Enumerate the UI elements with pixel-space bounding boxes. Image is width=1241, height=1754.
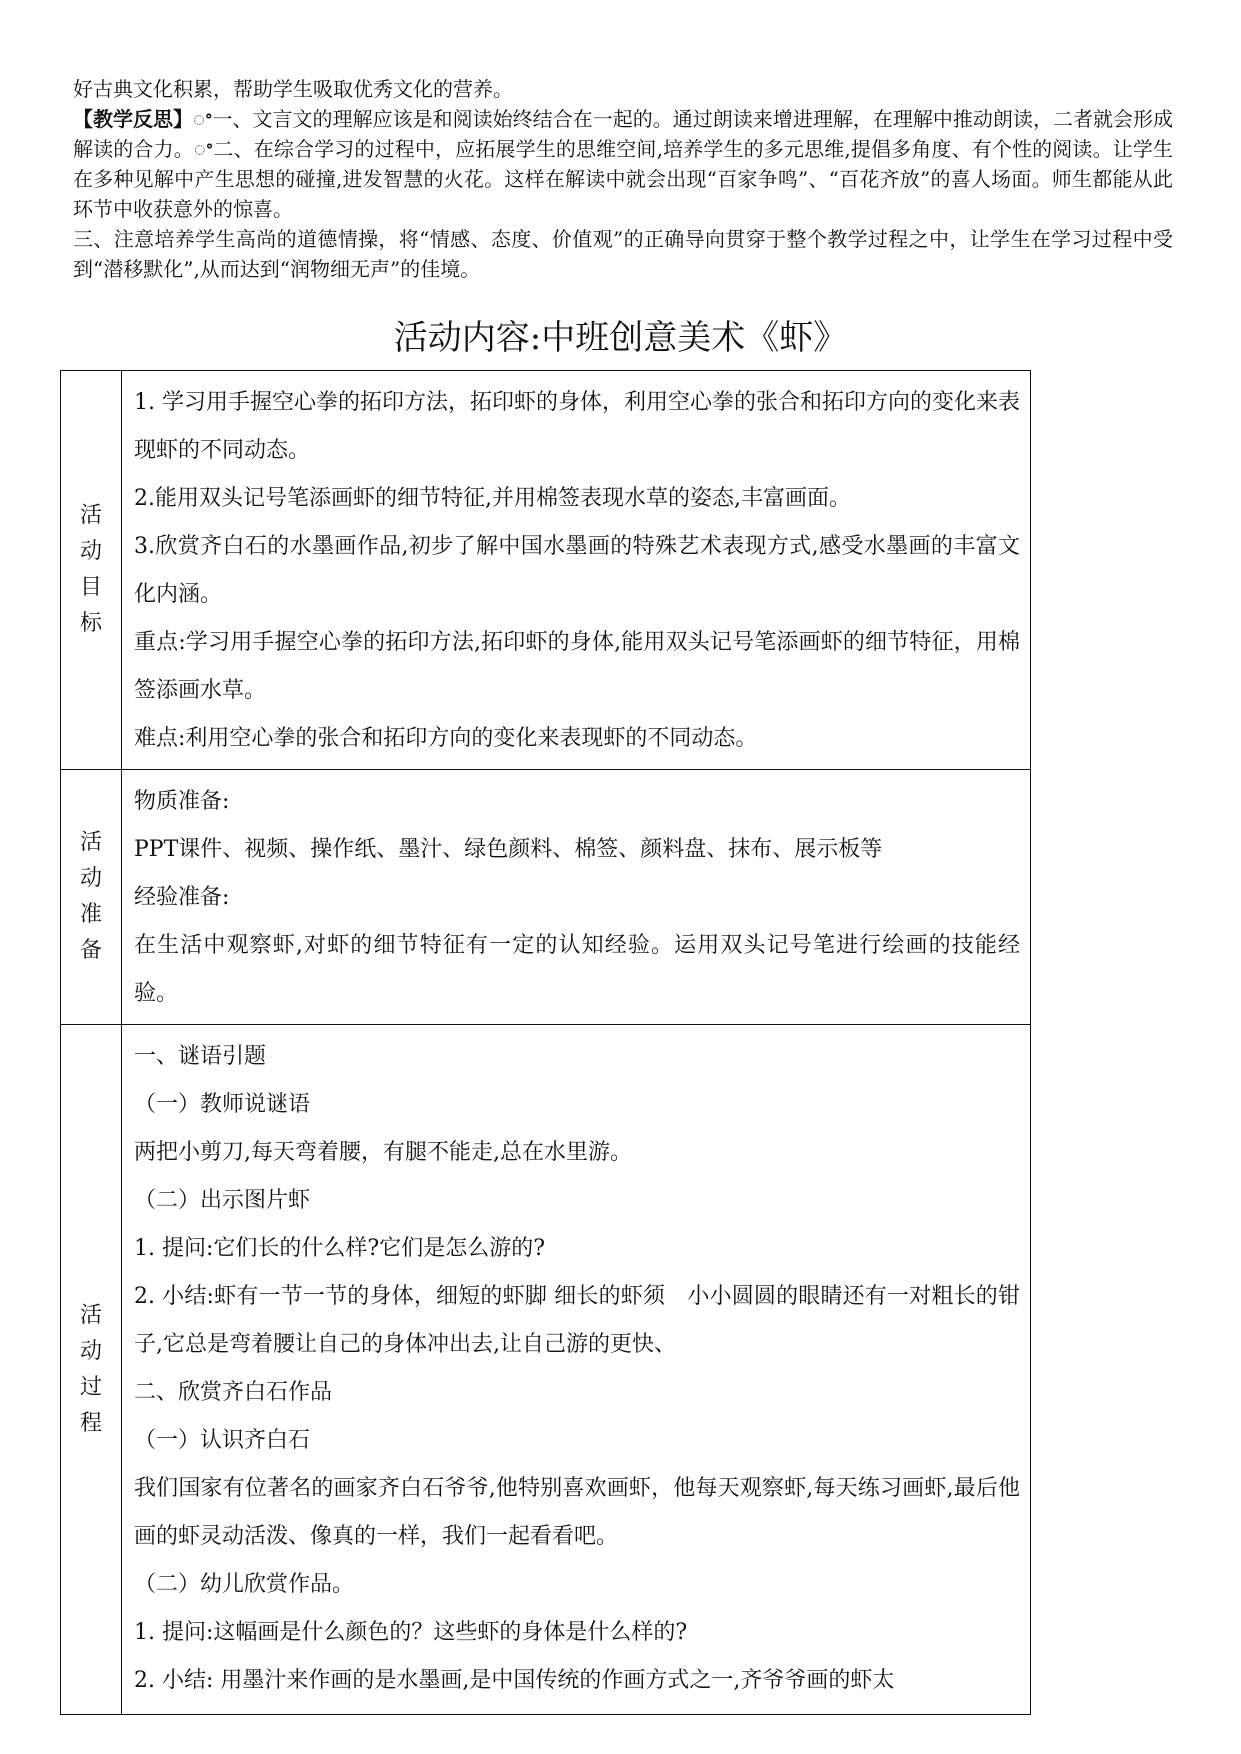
process-line-12: 2. 小结: 用墨汁来作画的是水墨画,是中国传统的作画方式之一,齐爷爷画的虾太: [134, 1668, 895, 1693]
process-line-8: （一）认识齐白石: [134, 1428, 311, 1453]
goal-line-3: 3.欣赏齐白石的水墨画作品,初步了解中国水墨画的特殊艺术表现方式,感受水墨画的丰富文化内涵。: [134, 534, 1020, 607]
process-line-7: 二、欣赏齐白石作品: [134, 1380, 333, 1405]
label-goals-cell: [61, 371, 122, 770]
goal-line-2: 2.能用双头记号笔添画虾的细节特征,并用棉签表现水草的姿态,丰富画面。: [134, 486, 851, 511]
reflection-point-3: 三、注意培养学生高尚的道德情操，将“情感、态度、价值观”的正确导向贯穿于整个教学过程之中，让学生在学习过程中受到“潜移默化”,从而达到“润物细无声”的佳境。: [73, 227, 1173, 281]
label-prep-cell: [61, 770, 122, 1025]
prep-line-1: 物质准备:: [134, 789, 230, 814]
label-process-cell: [61, 1025, 122, 1715]
process-line-10: （二）幼儿欣赏作品。: [134, 1572, 355, 1597]
reflection-heading: 【教学反思】: [73, 107, 194, 131]
label-prep: 活动准备: [79, 830, 102, 963]
prep-line-3: 经验准备:: [134, 885, 230, 910]
prep-line-4: 在生活中观察虾,对虾的细节特征有一定的认知经验。运用双头记号笔进行绘画的技能经验。: [134, 933, 1020, 1006]
page-title: 活动内容:中班创意美术《虾》: [393, 318, 848, 358]
process-line-3: 两把小剪刀,每天弯着腰，有腿不能走,总在水里游。: [134, 1140, 632, 1165]
intro-line-1: 好古典文化积累，帮助学生吸取优秀文化的营养。: [73, 77, 513, 101]
label-process: 活动过程: [79, 1302, 102, 1436]
goals-content: [122, 371, 1031, 770]
reflection-paragraph: [73, 104, 1173, 224]
row-goals: [61, 371, 1031, 770]
process-line-5: 1. 提问:它们长的什么样?它们是怎么游的?: [134, 1236, 545, 1261]
goal-key-point: 重点:学习用手握空心拳的拓印方法,拓印虾的身体,能用双头记号笔添画虾的细节特征，用棉签添画水草。: [134, 630, 1020, 703]
label-goals: 活动目标: [79, 503, 102, 636]
process-line-4: （二）出示图片虾: [134, 1188, 311, 1213]
prep-content: [122, 770, 1031, 1025]
reflection-text: ꢀ一、文言文的理解应该是和阅读始终结合在一起的。通过朗读来增进理解，在理解中推动朗读，二者就会形成解读的合力。ꢀ二、在综合学习的过程中，应拓展学生的思维空间,培养学生的多元思维,提倡多角度、有个性的阅读。让学生在多种见解中产生思想的碰撞,进发智慧的火花。这样在解读中就会出现“百家争鸣”、“百花齐放”的喜人场面。师生都能从此环节中收获意外的惊喜。: [73, 107, 1174, 221]
goal-difficulty: 难点:利用空心拳的张合和拓印方向的变化来表现虾的不同动态。: [134, 726, 758, 751]
process-line-1: 一、谜语引题: [134, 1044, 267, 1069]
intro-text: [73, 74, 1173, 284]
process-line-6: 2. 小结:虾有一节一节的身体，细短的虾脚 细长的虾须 小小圆圆的眼睛还有一对粗长的钳子,它总是弯着腰让自己的身体冲出去,让自己游的更快、: [134, 1284, 1020, 1357]
process-line-11: 1. 提问:这幅画是什么颜色的？这些虾的身体是什么样的?: [134, 1620, 688, 1645]
row-prep: [61, 770, 1031, 1025]
prep-line-2: PPT课件、视频、操作纸、墨汁、绿色颜料、棉签、颜料盘、抹布、展示板等: [134, 837, 883, 862]
process-line-2: （一）教师说谜语: [134, 1092, 311, 1117]
process-content: [122, 1025, 1031, 1715]
process-line-9: 我们国家有位著名的画家齐白石爷爷,他特别喜欢画虾，他每天观察虾,每天练习画虾,最后他画的虾灵动活泼、像真的一样，我们一起看看吧。: [134, 1476, 1020, 1549]
lesson-plan-table: [60, 370, 1031, 1715]
row-process: [61, 1025, 1031, 1715]
goal-line-1: 1. 学习用手握空心拳的拓印方法，拓印虾的身体，利用空心拳的张合和拓印方向的变化来表现虾的不同动态。: [134, 390, 1020, 463]
